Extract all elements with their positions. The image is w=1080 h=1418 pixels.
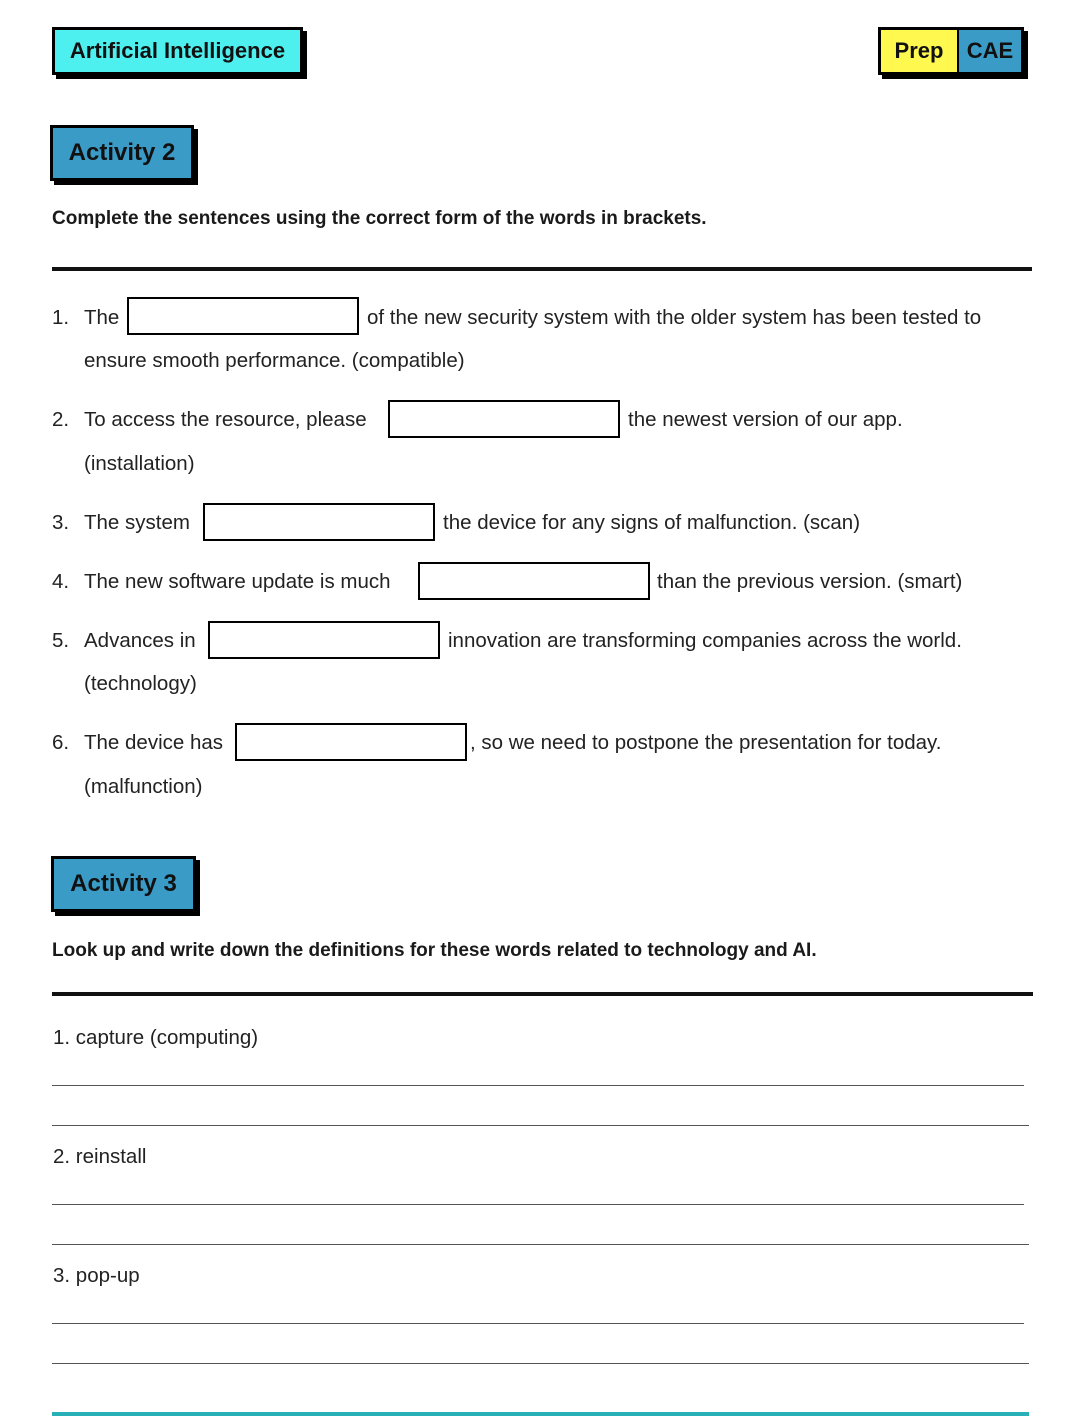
definition-1-line-2[interactable] bbox=[52, 1125, 1029, 1126]
item-5-continuation: (technology) bbox=[84, 672, 197, 695]
level-cae: CAE bbox=[959, 30, 1021, 72]
definition-2-line-1[interactable] bbox=[52, 1204, 1024, 1205]
activity-3-divider bbox=[52, 992, 1033, 996]
item-4-number: 4. bbox=[52, 570, 70, 593]
level-tag bbox=[878, 27, 1024, 75]
worksheet-title-tag bbox=[52, 27, 303, 75]
item-1-answer-box[interactable] bbox=[127, 297, 359, 335]
item-6-before: The device has bbox=[84, 731, 224, 754]
activity-3-instruction: Look up and write down the definitions for these words related to technology and AI. bbox=[52, 940, 817, 961]
item-2-after: the newest version of our app. bbox=[628, 408, 903, 431]
item-5-number: 5. bbox=[52, 629, 70, 652]
activity-2-instruction: Complete the sentences using the correct form of the words in brackets. bbox=[52, 208, 707, 229]
activity-3-heading bbox=[51, 856, 196, 912]
item-1-after: of the new security system with the older system has been tested to bbox=[367, 306, 982, 329]
item-4-before: The new software update is much bbox=[84, 570, 391, 593]
item-5-after: innovation are transforming companies across the world. bbox=[448, 629, 962, 652]
item-1-before: The bbox=[84, 306, 120, 329]
item-6-number: 6. bbox=[52, 731, 70, 754]
item-6-after: , so we need to postpone the presentation for today. bbox=[470, 731, 942, 754]
item-2-number: 2. bbox=[52, 408, 70, 431]
item-2-before: To access the resource, please bbox=[84, 408, 367, 431]
definition-3-line-2[interactable] bbox=[52, 1363, 1029, 1364]
item-2-continuation: (installation) bbox=[84, 452, 195, 475]
worksheet-title: Artificial Intelligence bbox=[69, 38, 286, 63]
definition-word-1: 1. capture (computing) bbox=[53, 1026, 259, 1049]
item-5-before: Advances in bbox=[84, 629, 196, 652]
item-5-answer-box[interactable] bbox=[208, 621, 440, 659]
item-2-answer-box[interactable] bbox=[388, 400, 620, 438]
activity-2-heading-text: Activity 2 bbox=[68, 139, 176, 166]
item-1-continuation: ensure smooth performance. (compatible) bbox=[84, 349, 465, 372]
definition-word-3: 3. pop-up bbox=[53, 1264, 140, 1287]
activity-2-heading bbox=[50, 125, 194, 181]
item-4-after: than the previous version. (smart) bbox=[657, 570, 963, 593]
definition-word-2: 2. reinstall bbox=[53, 1145, 147, 1168]
item-3-after: the device for any signs of malfunction. (scan) bbox=[443, 511, 861, 534]
definition-2-line-2[interactable] bbox=[52, 1244, 1029, 1245]
item-4-answer-box[interactable] bbox=[418, 562, 650, 600]
footer-accent-rule bbox=[52, 1412, 1029, 1416]
item-3-answer-box[interactable] bbox=[203, 503, 435, 541]
item-6-answer-box[interactable] bbox=[235, 723, 467, 761]
definition-1-line-1[interactable] bbox=[52, 1085, 1024, 1086]
level-prep: Prep bbox=[881, 30, 959, 72]
definition-3-line-1[interactable] bbox=[52, 1323, 1024, 1324]
activity-3-heading-text: Activity 3 bbox=[70, 870, 177, 897]
item-3-before: The system bbox=[84, 511, 190, 534]
activity-2-divider bbox=[52, 267, 1032, 271]
item-1-number: 1. bbox=[52, 306, 70, 329]
item-3-number: 3. bbox=[52, 511, 70, 534]
item-6-continuation: (malfunction) bbox=[84, 775, 203, 798]
